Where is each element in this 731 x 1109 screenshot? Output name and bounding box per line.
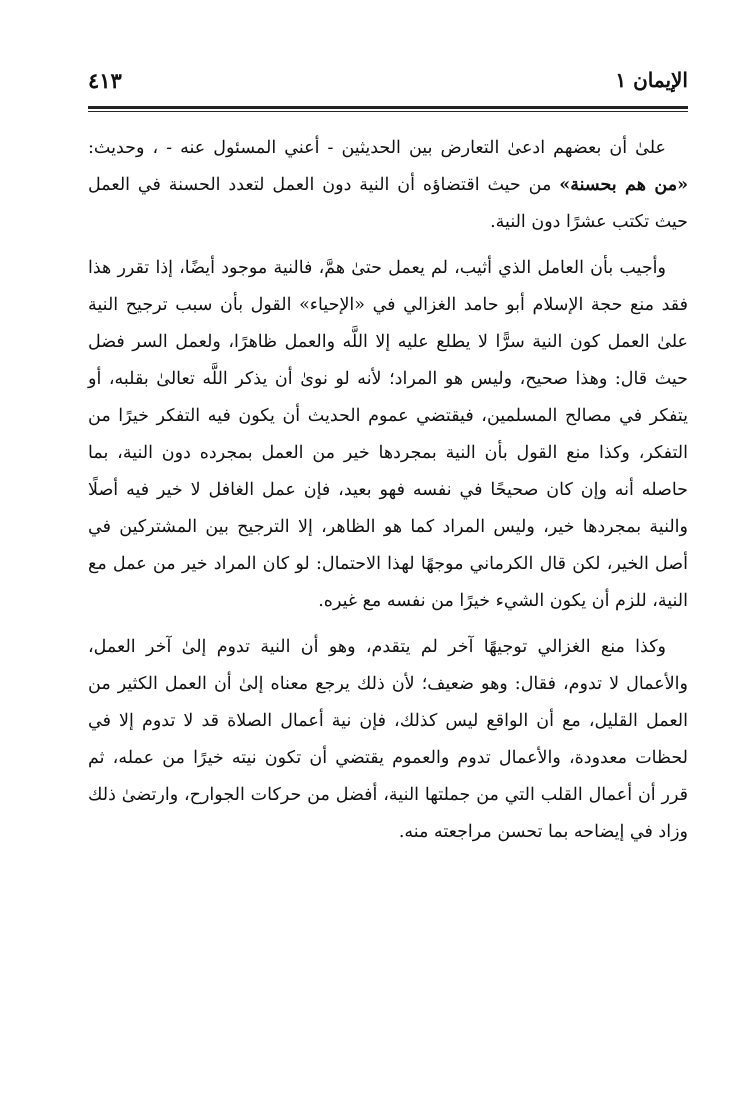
page-number: ٤١٣ bbox=[88, 68, 122, 93]
header-rule-thick bbox=[88, 106, 688, 109]
running-title: الإيمان ١ bbox=[615, 68, 688, 92]
paragraph-1-after: من حيث اقتضاؤه أن النية دون العمل لتعدد الحسنة في العمل حيث تكتب عشرًا دون النية. bbox=[88, 175, 688, 232]
hadith-quote: «من هم بحسنة» bbox=[559, 175, 689, 195]
book-page bbox=[88, 60, 688, 860]
paragraph-2: وأجيب بأن العامل الذي أثيب، لم يعمل حتىٰ همَّ، فالنية موجود أيضًا، إذا تقرر هذا فقد منع حجة الإسلام أبو حامد الغزالي في «الإحياء» القول بأن سبب ترجيح النية علىٰ العمل كون النية سرًّا لا يطلع عليه إلا اللَّه والعمل ظاهرًا، ولعمل السر فضل حيث قال: وهذا صحيح، وليس هو المراد؛ لأنه لو نوىٰ أن يذكر اللَّه تعالىٰ بقلبه، أو يتفكر في مصالح المسلمين، فيقتضي عموم الحديث أن يكون فيه التفكر خيرًا من التفكر، وكذا منع القول بأن النية بمجردها خير من العمل بمجرده دون النية، بما حاصله أنه وإن كان صحيحًا في نفسه فهو بعيد، فإن عمل الغافل لا خير فيه أصلًا والنية بمجردها خير، وليس المراد كما هو الظاهر، إلا الترجيح بين المشتركين في أصل الخير، لكن قال الكرماني موجهًا لهذا الاحتمال: لو كان المراد خير من عمل مع النية، للزم أن يكون الشيء خيرًا من نفسه مع غيره. bbox=[88, 258, 688, 611]
header-rule-thin bbox=[88, 111, 688, 112]
paragraph-3: وكذا منع الغزالي توجيهًا آخر لم يتقدم، وهو أن النية تدوم إلىٰ آخر العمل، والأعمال لا تدوم، فقال: وهو ضعيف؛ لأن ذلك يرجع معناه إلىٰ أن العمل الكثير من العمل القليل، مع أن الواقع ليس كذلك، فإن نية أعمال الصلاة قد لا تدوم إلا في لحظات معدودة، والأعمال تدوم والعموم يقتضي أن تكون نيته خيرًا من عمله، ثم قرر أن أعمال القلب التي من جملتها النية، أفضل من حركات الجوارح، وارتضىٰ ذلك وزاد في إيضاحه بما تحسن مراجعته منه. bbox=[88, 637, 688, 842]
paragraph-1-before: علىٰ أن بعضهم ادعىٰ التعارض بين الحديثين - أعني المسئول عنه - ، وحديث: bbox=[88, 138, 666, 158]
main-text bbox=[88, 130, 688, 851]
running-header bbox=[88, 60, 688, 100]
paragraph-1 bbox=[88, 130, 688, 241]
